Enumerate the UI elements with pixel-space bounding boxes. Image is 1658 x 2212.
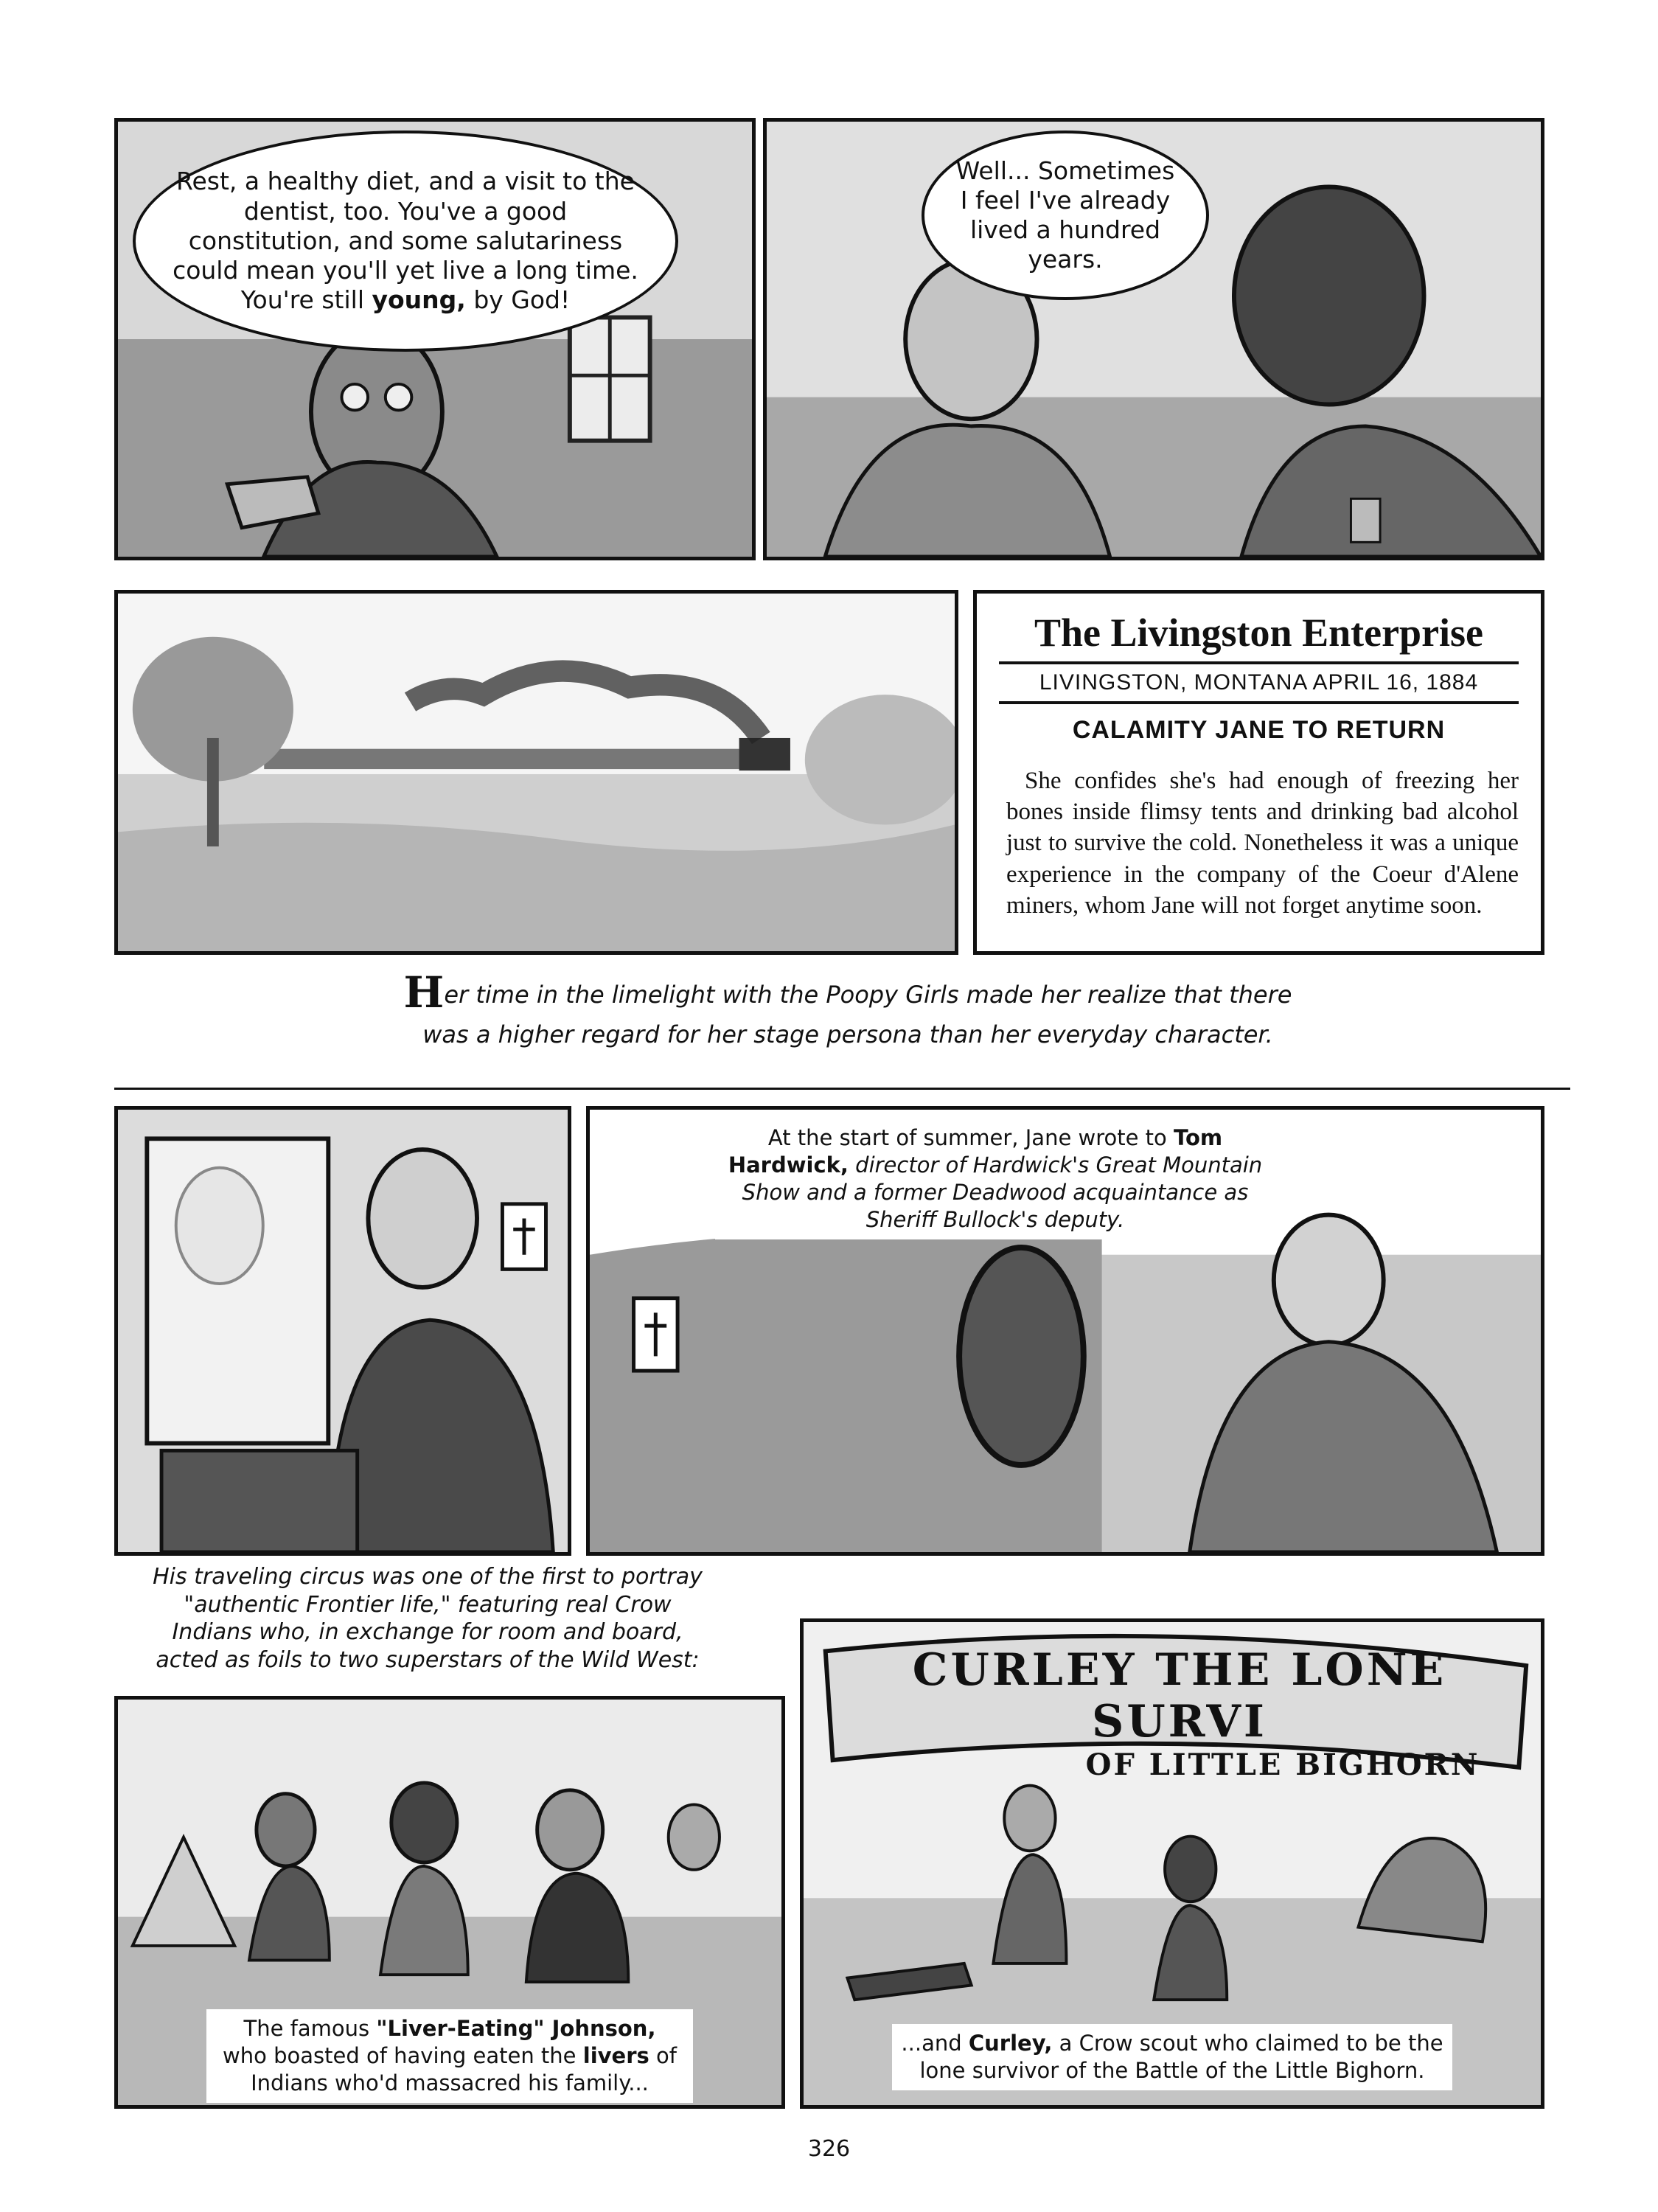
curley-banner-line2: OF LITTLE BIGHORN xyxy=(1085,1747,1480,1782)
caption-box-hardwick xyxy=(715,1119,1275,1239)
narration-limelight xyxy=(221,966,1474,1049)
narration-limelight-line2: was a higher regard for her stage persona than her everyday character. xyxy=(422,1020,1273,1048)
panel-train-landscape xyxy=(114,590,958,955)
panel-doctor xyxy=(114,118,756,560)
johnson-caption-end: of Indians who'd massacred his family... xyxy=(251,2043,677,2096)
jane-dialogue: Well... Sometimes I feel I've already lived a hundred years. xyxy=(955,156,1175,274)
doctor-dialogue-end: by God! xyxy=(473,285,571,315)
newspaper-headline: CALAMITY JANE TO RETURN xyxy=(1072,716,1446,744)
newspaper-clipping xyxy=(973,590,1544,955)
hardwick-caption-end: director of Hardwick's Great Mountain Show and a former Deadwood acquaintance as Sheriff Bullock's deputy. xyxy=(742,1152,1263,1233)
curley-caption-name: Curley, xyxy=(968,2031,1053,2056)
narration-circus xyxy=(147,1563,708,1674)
curley-banner xyxy=(840,1644,1519,1782)
newspaper-rule-bottom xyxy=(999,701,1519,704)
narration-limelight-line1: er time in the limelight with the Poopy Girls made her realize that there xyxy=(444,981,1292,1009)
panel-jane-reply xyxy=(763,118,1544,560)
doctor-dialogue-emphasis: young, xyxy=(372,285,466,315)
dropcap-letter: H xyxy=(403,967,445,1018)
panel-curley xyxy=(800,1618,1544,2109)
curley-caption-start: ...and xyxy=(901,2031,962,2056)
jane-mirror-illustration xyxy=(118,1110,568,1552)
johnson-caption-start: The famous xyxy=(243,2016,370,2041)
newspaper-dateline: LIVINGSTON, MONTANA APRIL 16, 1884 xyxy=(1039,670,1479,695)
panel-liver-eating-johnson xyxy=(114,1696,785,2109)
curley-banner-line1: CURLEY THE LONE SURVI xyxy=(912,1644,1447,1747)
narration-circus-text: His traveling circus was one of the first to portray "authentic Frontier life," featuring real Crow Indians who, in exchange for room and board, acted as foils to two superstars of the Wild West: xyxy=(153,1564,703,1673)
speech-balloon-jane xyxy=(922,131,1209,300)
narration-divider xyxy=(114,1088,1570,1090)
hardwick-caption-name: Tom Hardwick, xyxy=(728,1125,1223,1178)
johnson-caption-name: "Liver-Eating" Johnson, xyxy=(376,2016,656,2041)
train-landscape-illustration xyxy=(118,594,955,951)
panel-jane-wagon xyxy=(586,1106,1544,1556)
page-number: 326 xyxy=(807,2136,851,2162)
newspaper-body: She confides she's had enough of freezing her bones inside flimsy tents and drinking bad alcohol just to survive the cold. Nonetheless it was a unique experience in the company of the Coeur d'Alene miners, whom Jane will not forget anytime soon. xyxy=(1006,768,1519,919)
hardwick-caption-start: At the start of summer, Jane wrote to xyxy=(767,1125,1167,1150)
panel-jane-mirror xyxy=(114,1106,571,1556)
caption-box-johnson xyxy=(206,2009,693,2103)
curley-caption-end: a Crow scout who claimed to be the lone survivor of the Battle of the Little Bighorn. xyxy=(919,2031,1443,2084)
speech-balloon-doctor xyxy=(133,131,678,352)
johnson-caption-livers: livers xyxy=(582,2043,649,2069)
newspaper-title: The Livingston Enterprise xyxy=(1034,611,1484,655)
johnson-caption-mid: who boasted of having eaten the xyxy=(223,2043,577,2069)
doctor-dialogue: Rest, a healthy diet, and a visit to the dentist, too. You've a good constitution, and some salutariness could mean you'll yet live a long time. You're still xyxy=(173,167,638,315)
caption-box-curley xyxy=(892,2024,1452,2090)
